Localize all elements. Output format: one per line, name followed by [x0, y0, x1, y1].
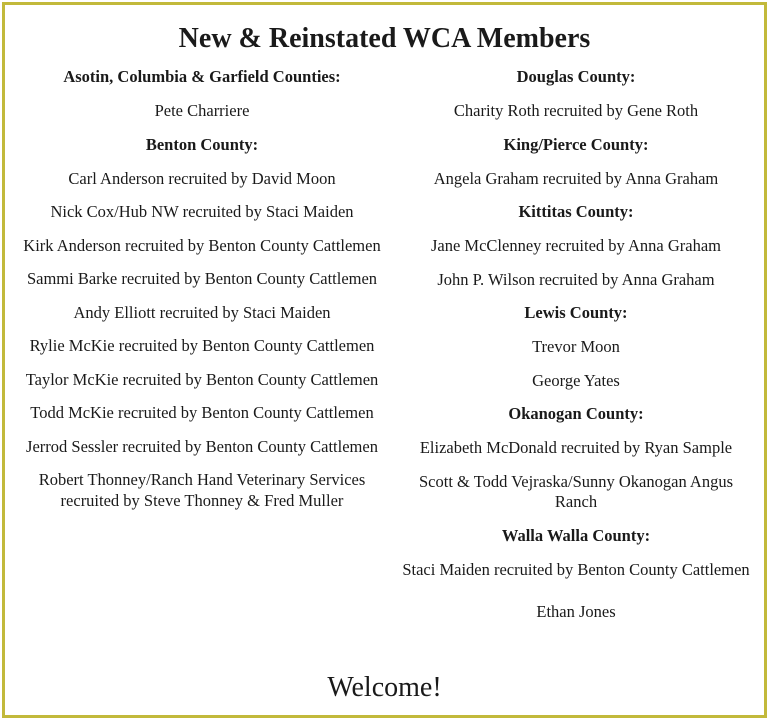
member-entry: Carl Anderson recruited by David Moon [68, 168, 336, 188]
member-entry: Todd McKie recruited by Benton County Cattlemen [30, 403, 374, 422]
member-entry: Trevor Moon [532, 337, 620, 356]
right-column [398, 67, 754, 636]
section-heading: Okanogan County: [508, 404, 644, 423]
member-entry: John P. Wilson recruited by Anna Graham [437, 269, 715, 289]
member-entry: Angela Graham recruited by Anna Graham [433, 168, 719, 188]
section-heading: Benton County: [145, 134, 259, 154]
member-entry: Kirk Anderson recruited by Benton County Cattlemen [23, 235, 381, 255]
member-entry: Andy Elliott recruited by Staci Maiden [73, 302, 331, 322]
member-entry: Rylie McKie recruited by Benton County Cattlemen [29, 336, 375, 355]
section-heading: Douglas County: [516, 67, 636, 86]
member-entry: Pete Charriere [154, 101, 250, 120]
member-entry: Elizabeth McDonald recruited by Ryan Sample [419, 438, 733, 457]
welcome-message: Welcome! [327, 672, 442, 703]
member-entry: Ethan Jones [536, 602, 616, 621]
member-entry: Taylor McKie recruited by Benton County Cattlemen [25, 369, 379, 389]
section-heading: King/Pierce County: [503, 134, 649, 154]
member-entry: Robert Thonney/Ranch Hand Veterinary Services recruited by Steve Thonney & Fred Muller [38, 470, 366, 510]
member-entry: Jane McClenney recruited by Anna Graham [430, 236, 722, 255]
left-column [17, 67, 387, 524]
section-heading: Kittitas County: [518, 202, 634, 221]
member-entry: Jerrod Sessler recruited by Benton County Cattlemen [26, 436, 378, 456]
member-entry: Scott & Todd Vejraska/Sunny Okanogan Angus Ranch [418, 471, 733, 511]
members-frame [2, 2, 767, 718]
member-entry: Nick Cox/Hub NW recruited by Staci Maiden [50, 202, 354, 221]
section-heading: Lewis County: [524, 303, 628, 322]
member-entry: George Yates [532, 370, 620, 390]
member-entry: Staci Maiden recruited by Benton County Cattlemen [402, 559, 750, 579]
page-title: New & Reinstated WCA Members [178, 23, 591, 54]
section-heading: Walla Walla County: [501, 525, 651, 545]
member-entry: Charity Roth recruited by Gene Roth [453, 101, 699, 120]
member-entry: Sammi Barke recruited by Benton County Cattlemen [26, 269, 378, 288]
section-heading: Asotin, Columbia & Garfield Counties: [63, 67, 341, 86]
